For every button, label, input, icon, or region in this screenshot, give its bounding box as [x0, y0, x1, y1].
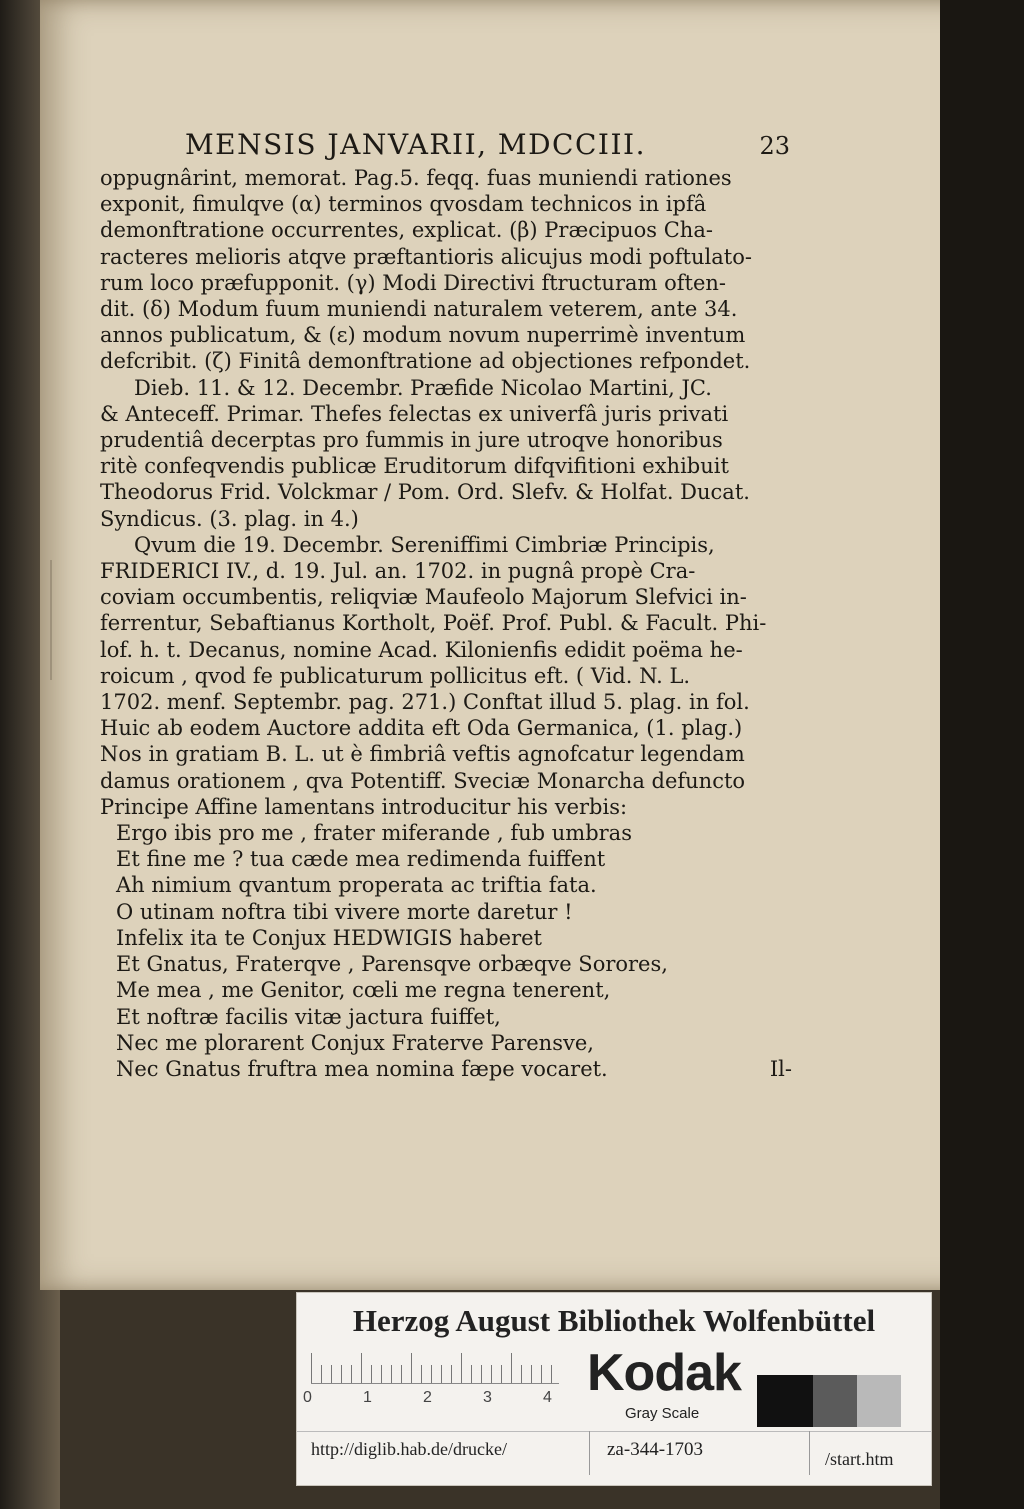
text-line: exponit, fimulqve (α) terminos qvosdam technicos in ipfâ	[100, 192, 707, 217]
text-line: Et fine me ? tua cæde mea redimenda fuiffent	[116, 847, 606, 872]
text-line: Et Gnatus, Fraterqve , Parensqve orbæqve Sorores,	[116, 952, 668, 977]
text-lines	[100, 165, 792, 1082]
library-name: Herzog August Bibliothek Wolfenbüttel	[352, 1303, 876, 1338]
ruler-tick	[521, 1365, 522, 1383]
ruler-tick	[361, 1353, 362, 1383]
text-line: Syndicus. (3. plag. in 4.)	[100, 506, 359, 531]
ruler-tick	[391, 1365, 392, 1383]
ruler-tick	[471, 1365, 472, 1383]
card-divider-1	[589, 1431, 590, 1475]
text-line: Qvum die 19. Decembr. Sereniffimi Cimbriæ Principis,	[134, 532, 715, 557]
text-line: dit. (δ) Modum fuum muniendi naturalem veterem, ante 34.	[100, 297, 738, 322]
scale-numbers	[303, 1389, 563, 1411]
text-line: O utinam noftra tibi vivere morte daretur !	[116, 899, 573, 924]
text-line: racteres melioris atqve præftantioris alicujus modi poftulato-	[100, 244, 752, 269]
scale-number: 2	[423, 1389, 432, 1406]
text-line: Principe Affine lamentans introducitur his verbis:	[100, 794, 628, 819]
running-header	[185, 128, 790, 161]
text-line: annos publicatum, & (ε) modum novum nuperrimè inventum	[100, 323, 746, 348]
digital-library-url: http://diglib.hab.de/drucke/	[311, 1439, 507, 1459]
text-line: prudentiâ decerptas pro fummis in jure utroqve honoribus	[100, 428, 723, 453]
ruler-tick	[541, 1365, 542, 1383]
text-line: Me mea , me Genitor, cœli me regna tenerent,	[116, 978, 611, 1003]
text-line-last	[100, 1056, 792, 1082]
card-divider	[297, 1431, 931, 1432]
ruler-tick	[431, 1365, 432, 1383]
text-line: Ergo ibis pro me , frater miferande , fub umbras	[116, 821, 632, 846]
page-edge-shadow	[940, 0, 1024, 1509]
text-line: lof. h. t. Decanus, nomine Acad. Kilonienfis edidit poëma he-	[100, 637, 743, 662]
text-line: Nec me plorarent Conjux Fraterve Parensve,	[116, 1030, 594, 1055]
scale-number: 3	[483, 1389, 492, 1406]
text-line: Huic ab eodem Auctore addita eft Oda Germanica, (1. plag.)	[100, 716, 743, 741]
text-line: Dieb. 11. & 12. Decembr. Præfide Nicolao Martini, JC.	[134, 375, 712, 400]
ruler-tick	[531, 1365, 532, 1383]
ruler-tick	[381, 1365, 382, 1383]
text-line: 1702. menf. Septembr. pag. 271.) Conftat illud 5. plag. in fol.	[100, 690, 750, 715]
gray-swatch-dark	[813, 1375, 857, 1427]
text-line: ritè confeqvendis publicæ Eruditorum difqvifitioni exhibuit	[100, 454, 729, 479]
gray-swatch-black	[757, 1375, 813, 1427]
text-line: Infelix ita te Conjux HEDWIGIS haberet	[116, 925, 542, 950]
card-divider-2	[809, 1431, 810, 1475]
page-text	[100, 128, 792, 1082]
scale-ruler	[311, 1351, 559, 1384]
text-line: Theodorus Frid. Volckmar / Pom. Ord. Slefv. & Holfat. Ducat.	[100, 480, 750, 505]
text-line: Et noftræ facilis vitæ jactura fuiffet,	[116, 1004, 501, 1029]
ruler-tick	[331, 1365, 332, 1383]
scale-number: 4	[543, 1389, 552, 1406]
ruler-tick	[511, 1353, 512, 1383]
text-line: Nos in gratiam B. L. ut è fimbriâ veftis agnofcatur legendam	[100, 742, 745, 767]
shelfmark: za-344-1703	[607, 1439, 704, 1460]
text-line: oppugnârint, memorat. Pag.5. feqq. fuas muniendi rationes	[100, 166, 732, 190]
scale-number: 1	[363, 1389, 372, 1406]
text-line: demonftratione occurrentes, explicat. (β) Præcipuos Cha-	[100, 218, 713, 243]
ruler-tick	[341, 1365, 342, 1383]
page-number: 23	[759, 132, 790, 160]
color-target-card	[296, 1292, 932, 1486]
text-line: & Anteceff. Primar. Thefes felectas ex univerfâ juris privati	[100, 401, 729, 426]
last-verse: Nec Gnatus fruftra mea nomina fæpe vocaret.	[116, 1056, 608, 1081]
text-line: Ah nimium qvantum properata ac triftia fata.	[116, 873, 597, 898]
ruler-tick	[491, 1365, 492, 1383]
gray-swatch-light	[857, 1375, 901, 1427]
ruler-tick	[461, 1353, 462, 1383]
running-title: MENSIS JANVARII, MDCCIII.	[185, 128, 646, 161]
ruler-tick	[451, 1365, 452, 1383]
start-path: /start.htm	[825, 1449, 894, 1469]
text-line: ferrentur, Sebaftianus Kortholt, Poëf. Prof. Publ. & Facult. Phi-	[100, 611, 767, 636]
text-line: FRIDERICI IV., d. 19. Jul. an. 1702. in pugnâ propè Cra-	[100, 559, 696, 584]
scale-number: 0	[303, 1389, 312, 1406]
gutter-marks	[50, 560, 58, 680]
text-line: rum loco præfupponit. (γ) Modi Directivi ftructuram often-	[100, 270, 727, 295]
ruler-tick	[321, 1365, 322, 1383]
ruler-tick	[551, 1365, 552, 1383]
ruler-tick	[401, 1365, 402, 1383]
catchword: Il-	[769, 1056, 792, 1081]
ruler-tick	[311, 1353, 312, 1383]
ruler-tick	[371, 1365, 372, 1383]
ruler-tick	[421, 1365, 422, 1383]
gray-scale-label: Gray Scale	[625, 1405, 700, 1422]
text-line: damus orationem , qva Potentiff. Sveciæ Monarcha defuncto	[100, 768, 746, 793]
ruler-tick	[481, 1365, 482, 1383]
text-line: roicum , qvod fe publicaturum pollicitus eft. ( Vid. N. L.	[100, 663, 691, 688]
text-line: coviam occumbentis, reliqviæ Maufeolo Majorum Slefvici in-	[100, 585, 747, 610]
ruler-tick	[411, 1353, 412, 1383]
text-line: defcribit. (ζ) Finitâ demonftratione ad objectiones refpondet.	[100, 349, 751, 374]
ruler-tick	[351, 1365, 352, 1383]
ruler-tick	[441, 1365, 442, 1383]
kodak-logo: Kodak	[587, 1344, 741, 1402]
ruler-tick	[501, 1365, 502, 1383]
